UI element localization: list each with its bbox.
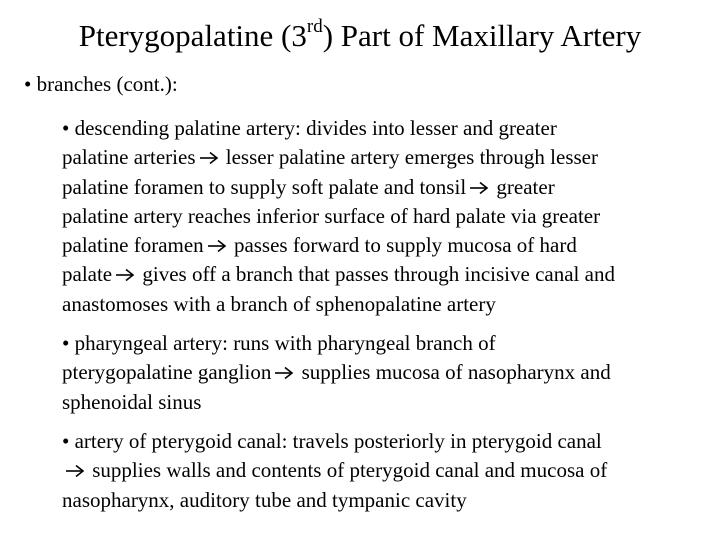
title-main: Pterygopalatine (3 xyxy=(78,18,307,53)
text-segment: pterygopalatine ganglion xyxy=(62,360,272,385)
text-line xyxy=(62,486,702,515)
text-line xyxy=(62,114,702,143)
slide-title xyxy=(0,16,720,56)
text-segment: • descending palatine artery: divides into lesser and greater xyxy=(62,116,557,140)
title-rest: ) Part of Maxillary Artery xyxy=(322,18,642,53)
bullet-descending-palatine xyxy=(62,114,702,319)
text-segment: palatine arteries xyxy=(62,145,196,170)
text-line xyxy=(62,231,702,260)
text-line xyxy=(62,202,702,231)
text-line xyxy=(62,143,702,172)
text-segment: supplies mucosa of nasopharynx and xyxy=(296,360,611,385)
text-segment: sphenoidal sinus xyxy=(62,389,202,414)
text-segment: palatine artery reaches inferior surface of hard palate via greater xyxy=(62,203,601,228)
text-segment: passes forward to supply mucosa of hard xyxy=(228,233,577,258)
text-line xyxy=(62,329,702,358)
bullet-pharyngeal xyxy=(62,329,702,417)
right-arrow-icon xyxy=(469,181,489,195)
right-arrow-icon xyxy=(199,151,219,165)
text-line xyxy=(62,260,702,289)
text-segment: nasopharynx, auditory tube and tympanic cavity xyxy=(62,487,467,512)
text-segment: gives off a branch that passes through incisive canal and xyxy=(137,262,615,287)
branches-heading: • branches (cont.): xyxy=(24,72,178,96)
text-segment: • artery of pterygoid canal: travels posteriorly in pterygoid canal xyxy=(62,429,602,453)
text-segment: palate xyxy=(62,262,113,287)
text-segment: palatine foramen xyxy=(62,233,204,258)
right-arrow-icon xyxy=(115,268,135,282)
text-line xyxy=(62,173,702,202)
text-segment: palatine foramen to supply soft palate and tonsil xyxy=(62,174,467,199)
text-line xyxy=(62,290,702,319)
text-line xyxy=(62,388,702,417)
text-segment: • pharyngeal artery: runs with pharyngeal branch of xyxy=(62,331,496,355)
text-segment: anastomoses with a branch of sphenopalatine artery xyxy=(62,291,496,316)
text-line xyxy=(62,358,702,387)
title-superscript: rd xyxy=(306,15,323,37)
right-arrow-icon xyxy=(274,366,294,380)
right-arrow-icon xyxy=(65,464,85,478)
right-arrow-icon xyxy=(207,239,227,253)
text-line xyxy=(62,456,702,485)
text-segment: greater xyxy=(491,174,555,199)
text-line xyxy=(62,427,702,456)
text-segment: lesser palatine artery emerges through lesser xyxy=(220,145,598,170)
bullet-pterygoid-canal xyxy=(62,427,702,515)
text-segment: supplies walls and contents of pterygoid canal and mucosa of xyxy=(87,458,608,483)
